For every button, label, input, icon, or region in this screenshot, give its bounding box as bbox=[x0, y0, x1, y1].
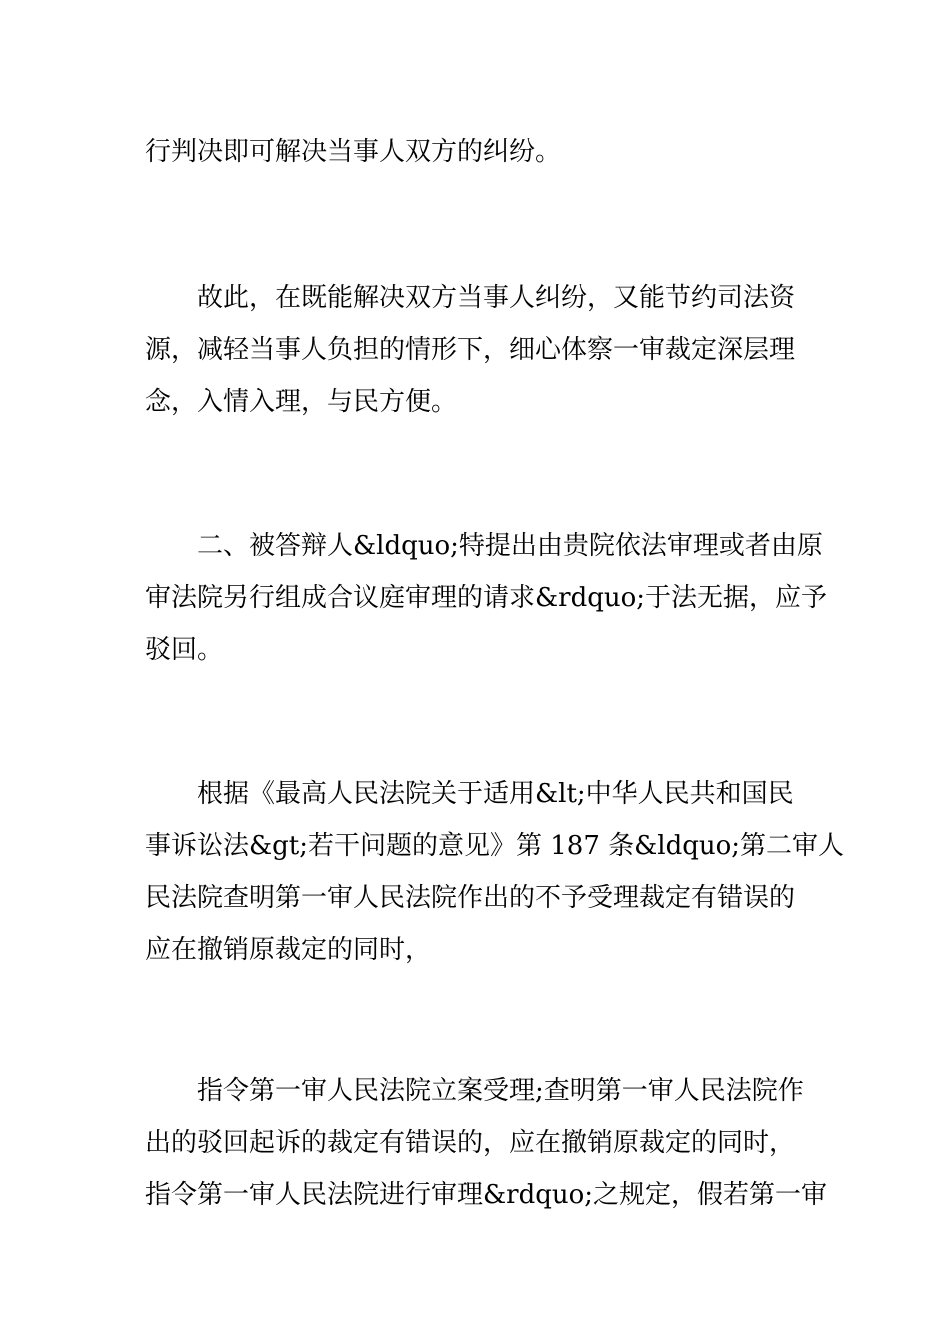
text-line: 驳回。 bbox=[145, 635, 224, 665]
paragraph-legal-basis-continued bbox=[145, 1065, 828, 1221]
text-line: 源，减轻当事人负担的情形下，细心体察一审裁定深层理 bbox=[145, 335, 796, 365]
text-line: 应在撤销原裁定的同时， bbox=[145, 935, 432, 965]
paragraph-conclusion bbox=[145, 272, 805, 428]
paragraph-legal-basis bbox=[145, 768, 845, 976]
paragraph-point-two bbox=[145, 520, 828, 676]
text-line: 指令第一审人民法院进行审理&rdquo;之规定，假若第一审 bbox=[145, 1180, 828, 1210]
text-line: 事诉讼法&gt;若干问题的意见》第 187 条&ldquo;第二审人 bbox=[145, 831, 845, 861]
text-line: 念，入情入理，与民方便。 bbox=[145, 387, 458, 417]
text-line: 出的驳回起诉的裁定有错误的，应在撤销原裁定的同时， bbox=[145, 1128, 796, 1158]
text-line: 审法院另行组成合议庭审理的请求&rdquo;于法无据，应予 bbox=[145, 583, 828, 613]
text-line: 指令第一审人民法院立案受理;查明第一审人民法院作 bbox=[197, 1076, 804, 1106]
paragraph-continuation bbox=[145, 126, 805, 178]
text-line: 根据《最高人民法院关于适用&lt;中华人民共和国民 bbox=[197, 779, 794, 809]
text-line: 故此，在既能解决双方当事人纠纷，又能节约司法资 bbox=[197, 283, 796, 313]
text-line: 行判决即可解决当事人双方的纠纷。 bbox=[145, 137, 562, 167]
text-line: 二、被答辩人&ldquo;特提出由贵院依法审理或者由原 bbox=[197, 531, 823, 561]
text-line: 民法院查明第一审人民法院作出的不予受理裁定有错误的 bbox=[145, 883, 796, 913]
